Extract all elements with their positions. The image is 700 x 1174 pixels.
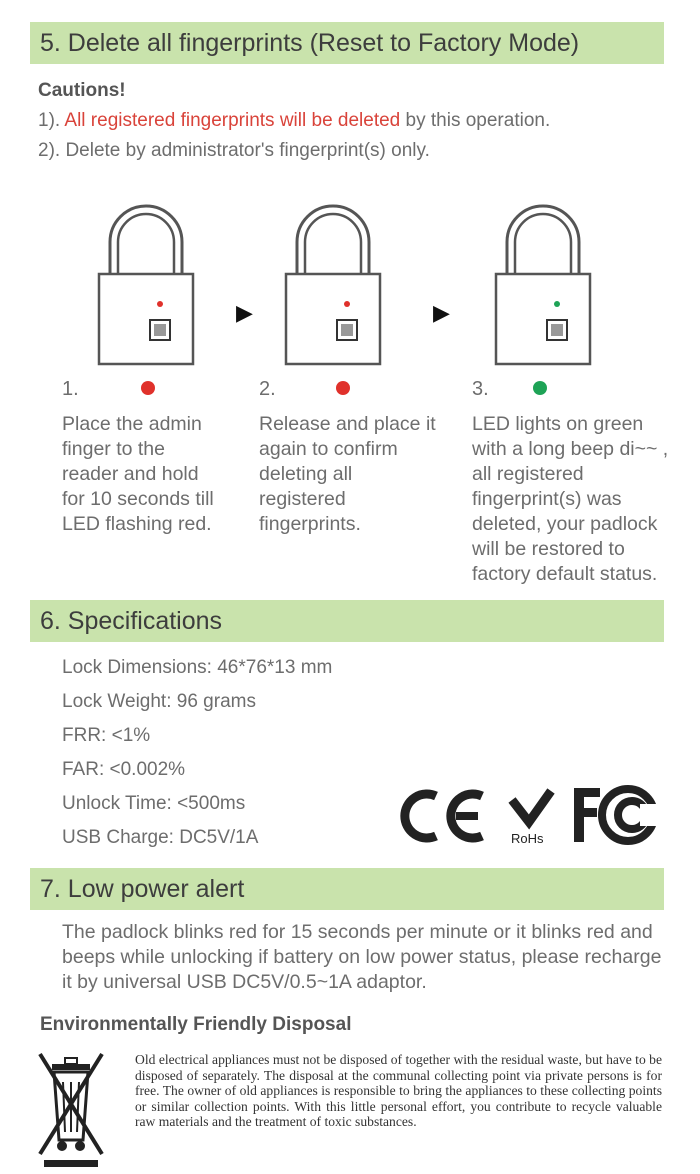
disposal-title: Environmentally Friendly Disposal <box>40 1014 352 1035</box>
step-2-number: 2. <box>259 378 276 400</box>
arrow-icon: ▶ <box>433 300 450 325</box>
disposal-text: Old electrical appliances must not be disposed of together with the residual waste, but have to be disposed of separately. The disposal at the communal collecting point via private persons is for free. The owner of old appliances is responsible to bring the appliances to these collecting points or similar collection points. With this little personal effort, you contribute to recycle valuable raw materials and the treatment of toxic substances. <box>135 1052 662 1130</box>
spec-unlock-time: Unlock Time: <500ms <box>62 793 246 814</box>
step-1-text: Place the admin finger to the reader and hold for 10 seconds till LED flashing red. <box>62 413 214 535</box>
padlock-illustration-3 <box>493 196 593 368</box>
step-1-led-dot <box>141 381 155 395</box>
step-2-led-dot <box>336 381 350 395</box>
fcc-mark-icon <box>570 784 660 846</box>
step-2-text: Release and place it again to confirm deleting all registered fingerprints. <box>259 413 436 535</box>
step-3-led-dot <box>533 381 547 395</box>
caution-1-suffix: by this operation. <box>400 110 551 131</box>
section-6-header: 6. Specifications <box>30 600 664 642</box>
caution-1-prefix: 1). <box>38 110 65 131</box>
step-3-number: 3. <box>472 378 489 400</box>
step-3-text: LED lights on green with a long beep di~~ , all registered fingerprint(s) was deleted, your padlock will be restored to factory default status. <box>472 413 669 585</box>
caution-2: 2). Delete by administrator's fingerprint(s) only. <box>38 140 430 161</box>
cautions-title: Cautions! <box>38 80 126 101</box>
spec-frr: FRR: <1% <box>62 725 151 746</box>
step-1-number: 1. <box>62 378 79 400</box>
rohs-mark-icon <box>507 788 555 846</box>
spec-weight: Lock Weight: 96 grams <box>62 691 256 712</box>
padlock-illustration-1 <box>96 196 196 368</box>
section-7-header: 7. Low power alert <box>30 868 664 910</box>
ce-mark-icon <box>398 786 486 846</box>
arrow-icon: ▶ <box>236 300 253 325</box>
rohs-label: RoHs <box>511 831 544 846</box>
spec-far: FAR: <0.002% <box>62 759 186 780</box>
led-green <box>554 301 560 307</box>
section-5-header: 5. Delete all fingerprints (Reset to Factory Mode) <box>30 22 664 64</box>
spec-usb-charge: USB Charge: DC5V/1A <box>62 827 259 848</box>
padlock-illustration-2 <box>283 196 383 368</box>
weee-bin-icon <box>38 1050 104 1170</box>
led-red <box>157 301 163 307</box>
low-power-text: The padlock blinks red for 15 seconds per minute or it blinks red and beeps while unlocking if battery on low power status, please recharge it by universal USB DC5V/0.5~1A adaptor. <box>62 921 662 993</box>
caution-1 <box>38 110 550 132</box>
spec-dimensions: Lock Dimensions: 46*76*13 mm <box>62 657 333 678</box>
caution-1-warning: All registered fingerprints will be deleted <box>64 110 401 131</box>
led-red <box>344 301 350 307</box>
